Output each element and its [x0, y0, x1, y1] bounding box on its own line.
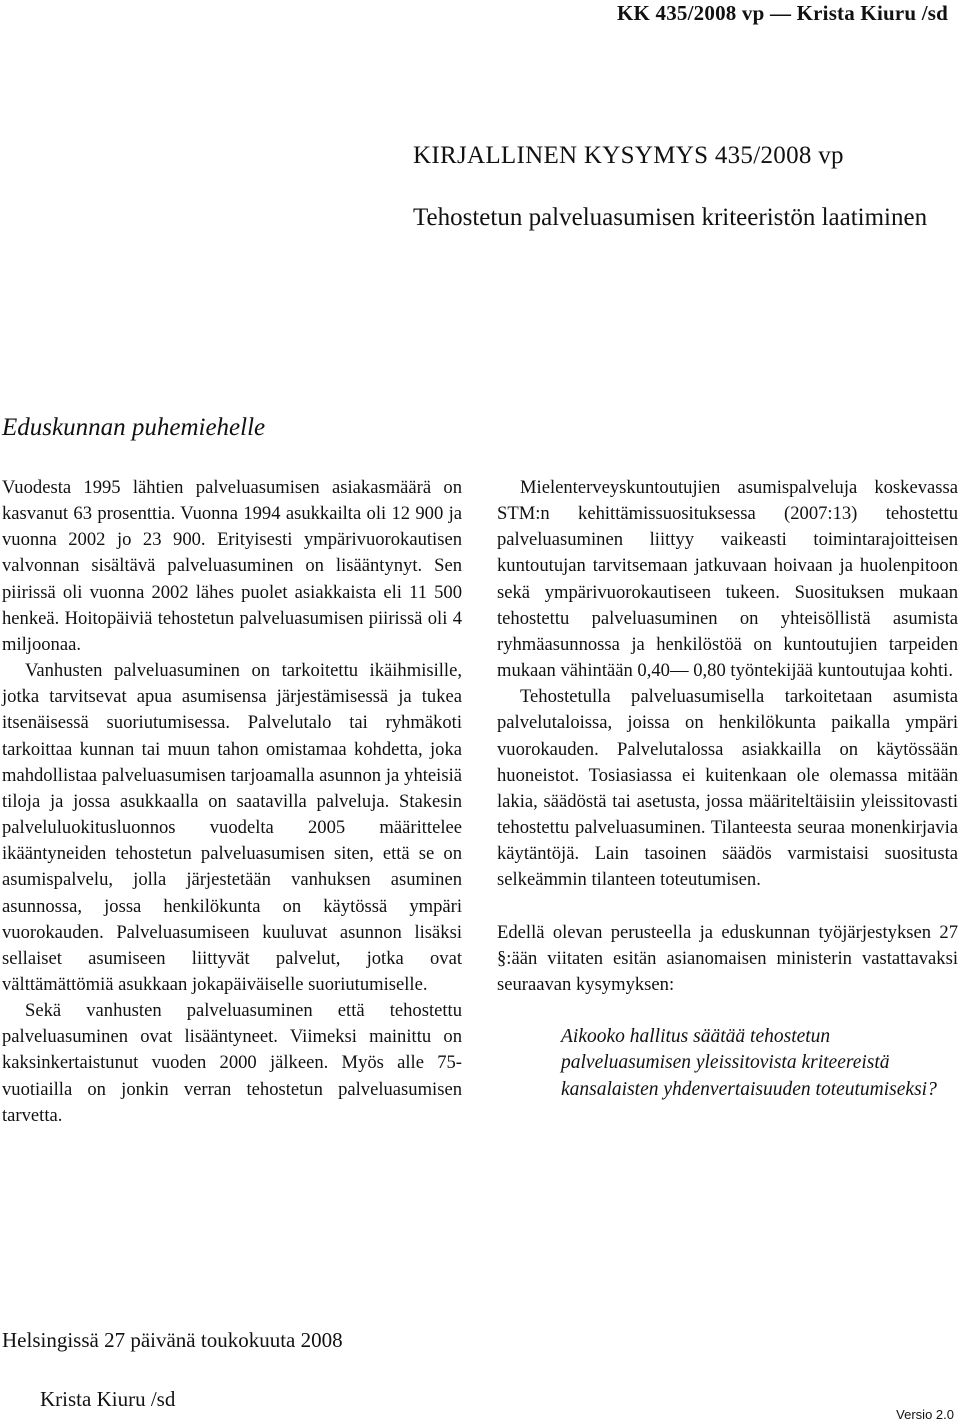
question-text: Aikooko hallitus säätää tehostetun palveluasumisen yleissitovista kriteereistä kansalaisten yhdenvertaisuuden toteutumiseksi? — [561, 1025, 937, 1100]
body-paragraph: Sekä vanhusten palveluasuminen että tehostettu palveluasuminen ovat lisääntyneet. Viimeksi mainittu on kaksinkertaistunut vuoden 2000 jälkeen. Myös alle 75-vuotiailla on jonkin verran tehostetun palveluasumisen tarvetta. — [2, 1000, 462, 1126]
body-paragraph: Tehostetulla palveluasumisella tarkoitetaan asumista palvelutaloissa, joissa on henkilökunta paikalla ympäri vuorokauden. Palvelutalossa asiakkailla on käytössään huoneistot. Tosiasiassa ei kuitenkaan ole olemassa mitään lakia, säädöstä tai asetusta, jossa määriteltäisiin yleissitovasti tehostettu palveluasuminen. Tilanteesta seuraa monenkirjavia käytäntöjä. Lain tasoinen säädös varmistaisi suositusta selkeämmin tilanteen toteutumisen. — [497, 686, 958, 891]
right-text-column — [497, 475, 958, 1103]
body-paragraph: Vanhusten palveluasuminen on tarkoitettu ikäihmisille, jotka tarvitsevat apua asumisensa järjestämisessä ja tukea itsenäisessä suoriutumisessa. Palvelutalo tai ryhmäkoti tarkoittaa kunnan tai muun tahon omistamaa kohdetta, joka mahdollistaa palveluasumisen tarjoamalla asunnon ja yhteisiä tiloja ja jossa asukkaalla on saatavilla palveluja. Stakesin palveluluokitusluonnos vuodelta 2005 määrittelee ikääntyneiden tehostetun palveluasumisen siten, että se on asumispalvelu, jolla järjestetään vanhuksen asuminen asunnossa, jossa henkilökunta on käytössä ympäri vuorokauden. Palveluasumiseen kuuluvat asunnon lisäksi sellaiset asumiseen liittyvät palvelut, jotka ovat välttämättömiä asukkaan jokapäiväiselle suoriutumiselle. — [2, 660, 462, 995]
left-text-column — [2, 475, 462, 1129]
body-paragraph: Mielenterveyskuntoutujien asumispalveluja koskevassa STM:n kehittämissuosituksessa (2007:13) tehostettu palveluasuminen liittyy vaikeasti toimintarajoitteisen kuntoutujan tarvitsemaan jatkuvaan hoivaan ja huolenpitoon sekä ympärivuorokautiseen tukeen. Suosituksen mukaan tehostettu palveluasuminen on yhteisöllistä asumista ryhmäasunnossa ja henkilöstöä on kuntoutujien tarpeiden mukaan vähintään 0,40— 0,80 työntekijää kuntoutujaa kohti. — [497, 477, 958, 682]
document-header-reference: KK 435/2008 vp — Krista Kiuru /sd — [617, 1, 948, 25]
signature: Krista Kiuru /sd — [40, 1387, 176, 1411]
document-subtitle: Tehostetun palveluasumisen kriteeristön laatiminen — [413, 204, 928, 231]
place-and-date: Helsingissä 27 päivänä toukokuuta 2008 — [2, 1328, 343, 1352]
version-label: Versio 2.0 — [896, 1407, 954, 1422]
document-title: KIRJALLINEN KYSYMYS 435/2008 vp — [413, 142, 844, 169]
body-paragraph: Vuodesta 1995 lähtien palveluasumisen asiakasmäärä on kasvanut 63 prosenttia. Vuonna 1994 asukkailta oli 12 900 ja vuonna 2002 jo 23 900. Erityisesti ympärivuorokautisen valvonnan sisältävä palveluasuminen on lisääntynyt. Sen piirissä oli vuonna 2002 lähes puolet asiakkaista eli 11 500 henkeä. Hoitopäiviä tehostetun palveluasumisen piirissä oli 4 miljoonaa. — [2, 477, 462, 655]
addressee-heading: Eduskunnan puhemiehelle — [2, 414, 266, 441]
body-paragraph: Edellä olevan perusteella ja eduskunnan työjärjestyksen 27 §:ään viitaten esitän asianomaisen ministerin vastattavaksi seuraavan kysymyksen: — [497, 921, 958, 995]
